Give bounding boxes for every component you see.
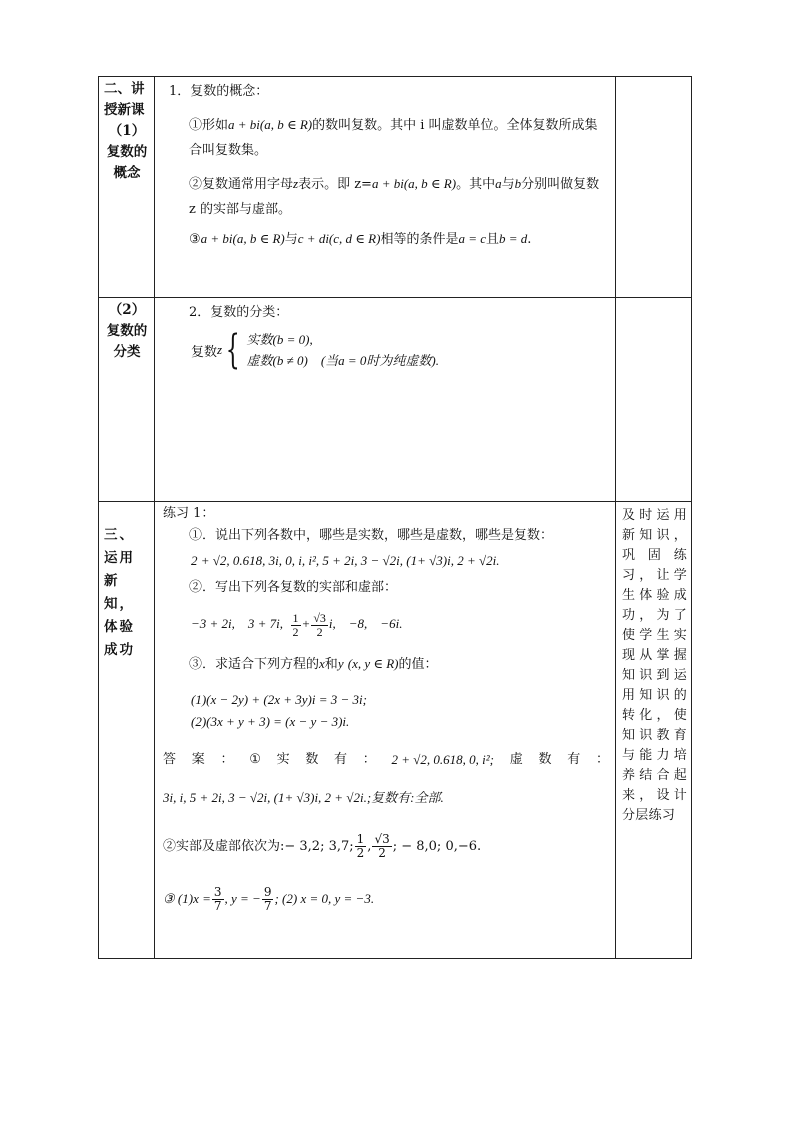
- section1-content-cell: [155, 77, 616, 298]
- section2-content-cell: [155, 298, 616, 502]
- concept-heading: 1．复数的概念：: [169, 84, 269, 99]
- section1-content: [155, 77, 615, 251]
- section3-content: [155, 502, 615, 922]
- question-3: ③．求适合下列方程的x和y (x, y ∈ R)的值：: [189, 656, 438, 672]
- left-brace-icon: {: [225, 327, 240, 373]
- concept-para-1: ①形如a + bi(a, b ∈ R)的数叫复数。其中 i 叫虚数单位。全体复数所成集合叫复数集。: [189, 117, 598, 158]
- answer-2: ②实部及虚部依次为:− 3,2; 3,7; $\frac{1}{2}$ , $\frac{√3}{2}$ ; − 8,0; 0,−6.: [163, 832, 482, 860]
- row-concept: [99, 77, 692, 298]
- real-number-item: 实数(b = 0),: [246, 332, 313, 347]
- practice-heading: 练习 1：: [163, 506, 215, 521]
- classification-heading: 2．复数的分类：: [189, 305, 289, 320]
- imaginary-number-item: 虚数(b ≠ 0) (当a = 0时为纯虚数).: [246, 353, 440, 368]
- row-classification: [99, 298, 692, 502]
- section1-title: [99, 77, 154, 184]
- section2-content: [155, 298, 615, 371]
- answer-1-real: 2 + √2, 0.618, 0, i²;: [391, 752, 495, 767]
- concept-para-3: ③a + bi(a, b ∈ R)与c + di(c, d ∈ R)相等的条件是a = c且b = d.: [189, 231, 532, 247]
- question-2-list: −3 + 2i, 3 + 7i, $\frac{1}{2}$ + $\frac{√3}{2}$ i, −8, −6i.: [191, 610, 403, 639]
- fraction: $\frac{1}{2}$: [356, 832, 365, 860]
- question-1: ①．说出下列各数中，哪些是实数，哪些是虚数，哪些是复数：: [189, 528, 554, 543]
- concept-para-2: ②复数通常用字母z表示。即 z=a + bi(a, b ∈ R)。其中a与b分别叫做复数 z 的实部与虚部。: [189, 176, 600, 217]
- section3-title-cell: [99, 502, 155, 959]
- answer-3: ③ (1)x = $\frac{3}{7}$ , y = − $\frac{9}{7}$ ; (2) x = 0, y = −3.: [163, 885, 375, 913]
- section1-title-cell: [99, 77, 155, 298]
- section3-title: 三、运用新知，体验成功: [104, 527, 135, 658]
- row-practice: [99, 502, 692, 959]
- answer-1-line: 答 案 ： ① 实 数 有 ： 2 + √2, 0.618, 0, i²; 虚 数 有 ：: [163, 747, 609, 773]
- classification-label: 复数: [191, 344, 218, 360]
- section2-notes-cell: [616, 298, 692, 502]
- section2-title-cell: [99, 298, 155, 502]
- equation-2: (2)(3x + y + 3) = (x − y − 3)i.: [191, 714, 350, 729]
- equation-1: (1)(x − 2y) + (2x + 3y)i = 3 − 3i;: [191, 692, 367, 707]
- answer-1-line-2: 3i, i, 5 + 2i, 3 − √2i, (1+ √3)i, 2 + √2i.;复数有:全部.: [163, 790, 444, 805]
- section1-title-text: 二、讲授新课: [104, 81, 145, 118]
- complex-form-expr: a + bi(a, b ∈ R): [228, 117, 313, 132]
- fraction: $\frac{9}{7}$: [263, 885, 272, 913]
- fraction: $\frac{3}{7}$: [213, 885, 222, 913]
- classification-items: [247, 329, 439, 371]
- question-2: ②．写出下列各复数的实部和虚部：: [189, 580, 398, 595]
- fraction: $\frac{√3}{2}$: [313, 610, 326, 639]
- lesson-plan-table: [98, 76, 692, 959]
- section1-subtitle: （1）复数的概念: [106, 123, 148, 181]
- section1-notes-cell: [616, 77, 692, 298]
- fraction: $\frac{√3}{2}$: [374, 832, 390, 860]
- section3-notes-cell: [616, 502, 692, 959]
- question-1-list: 2 + √2, 0.618, 3i, 0, i, i², 5 + 2i, 3 − √2i, (1+ √3)i, 2 + √2i.: [191, 553, 500, 568]
- section2-title: （2）复数的分类: [106, 302, 148, 360]
- section3-content-cell: [155, 502, 616, 959]
- teaching-notes: 及时运用新知识，巩固练习，让学生体验成功，为了使学生实现从掌握知识到运用知识的转化，使知识教育与能力培养结合起来，设计分层练习: [622, 508, 687, 823]
- classification-diagram: 复数 z { 实数(b = 0), 虚数(b ≠ 0) (当a = 0时为纯虚数).: [191, 327, 440, 373]
- fraction: $\frac{1}{2}$: [292, 610, 299, 639]
